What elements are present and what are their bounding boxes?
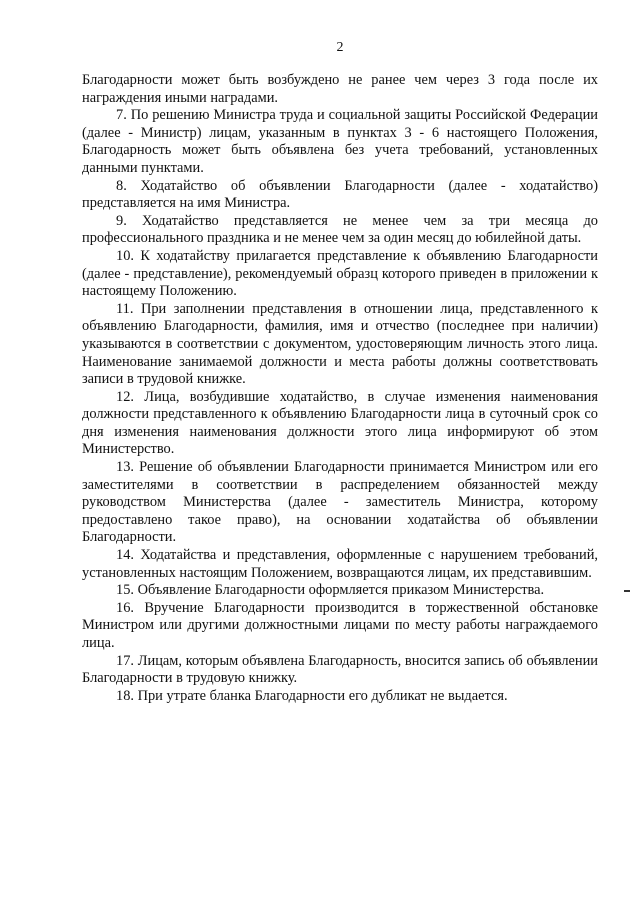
- paragraph-12: 12. Лица, возбудившие ходатайство, в случае изменения наименования должности представленного к объявлению Благодарности лица в суточный срок со дня изменения наименования должности этого лица информируют об этом Министерство.: [82, 388, 598, 458]
- page-number: 2: [336, 40, 344, 55]
- paragraph-16: 16. Вручение Благодарности производится в торжественной обстановке Министром или другими должностными лицами по месту работы награждаемого лица.: [82, 599, 598, 651]
- paragraph-9: 9. Ходатайство представляется не менее чем за три месяца до профессионального праздника и не менее чем за один месяц до юбилейной даты.: [82, 212, 598, 247]
- scan-margin-mark: [624, 590, 630, 592]
- paragraph-18: 18. При утрате бланка Благодарности его дубликат не выдается.: [116, 687, 508, 704]
- paragraph-13: 13. Решение об объявлении Благодарности принимается Министром или его заместителями в соответствии в распределением обязанностей между руководством Министерства (далее - заместитель Министра, которому предоставлено такое право), на основании ходатайства об объявлении Благодарности.: [82, 459, 598, 546]
- paragraph-continuation: Благодарности может быть возбуждено не ранее чем через 3 года после их награждения иными наградами.: [82, 72, 598, 106]
- paragraph-8: 8. Ходатайство об объявлении Благодарности (далее - ходатайство) представляется на имя Министра.: [82, 177, 598, 212]
- paragraph-14: 14. Ходатайства и представления, оформленные с нарушением требований, установленных настоящим Положением, возвращаются лицам, их представившим.: [82, 547, 598, 581]
- paragraph-17: 17. Лицам, которым объявлена Благодарность, вносится запись об объявлении Благодарности в трудовую книжку.: [82, 652, 598, 687]
- paragraph-11: 11. При заполнении представления в отношении лица, представленного к объявлению Благодарности, фамилия, имя и отчество (последнее при наличии) указываются в соответствии с документом, удостоверяющим личность этого лица. Наименование занимаемой должности и места работы должны соответствовать записи в трудовой книжке.: [82, 300, 598, 388]
- paragraph-15: 15. Объявление Благодарности оформляется приказом Министерства.: [116, 582, 545, 599]
- paragraph-7: 7. По решению Министра труда и социальной защиты Российской Федерации (далее - Министр) лицам, указанным в пунктах 3 - 6 настоящего Положения, Благодарность может быть объявлена без учета требований, установленных данными пунктами.: [82, 107, 598, 176]
- paragraph-10: 10. К ходатайству прилагается представление к объявлению Благодарности (далее - представление), рекомендуемый образц которого приведен в приложении к настоящему Положению.: [82, 247, 598, 300]
